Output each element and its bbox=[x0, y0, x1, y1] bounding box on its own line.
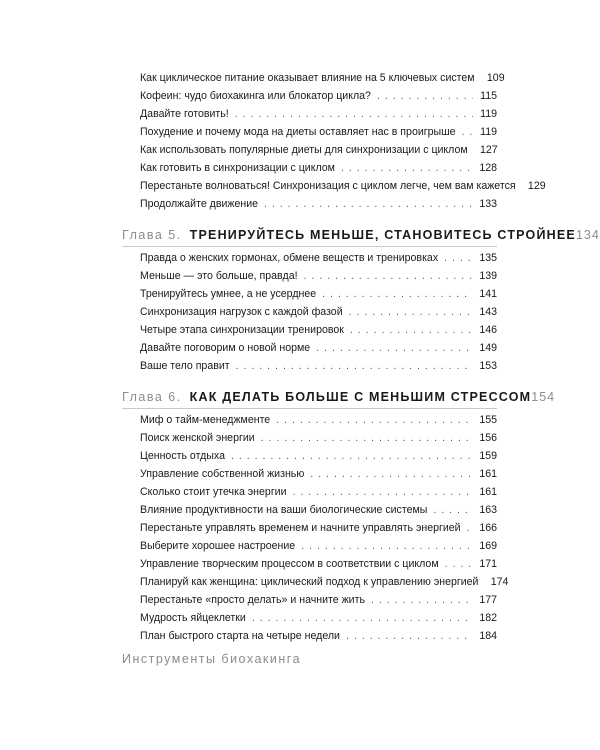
leader-dots bbox=[293, 486, 473, 498]
toc-entry-title: Перестаньте управлять временем и начните управлять энергией bbox=[140, 522, 461, 534]
toc-entry-title: Давайте поговорим о новой норме bbox=[140, 342, 311, 354]
leader-dots bbox=[462, 126, 473, 138]
toc-entry-page: 182 bbox=[479, 612, 497, 624]
toc-entry[interactable] bbox=[140, 342, 497, 354]
toc-entry[interactable] bbox=[140, 612, 497, 624]
leader-dots bbox=[377, 90, 473, 102]
leader-dots bbox=[252, 612, 473, 624]
toc-entry[interactable] bbox=[140, 144, 497, 156]
toc-entry-title: Ценность отдыха bbox=[140, 450, 225, 462]
chapter-rule bbox=[122, 408, 497, 409]
toc-entry[interactable] bbox=[140, 108, 497, 120]
leader-dots bbox=[341, 162, 473, 174]
toc-entry-page: 141 bbox=[479, 288, 497, 300]
leader-dots bbox=[371, 594, 473, 606]
toc-entry-page: 139 bbox=[479, 270, 497, 282]
toc-entry[interactable] bbox=[140, 630, 497, 642]
toc-entry[interactable] bbox=[140, 414, 497, 426]
toc-entry-page: 177 bbox=[479, 594, 497, 606]
toc-entry-title: Правда о женских гормонах, обмене веществ и тренировках bbox=[140, 252, 439, 264]
toc-entry[interactable] bbox=[140, 432, 497, 444]
toc-entry-page: 166 bbox=[479, 522, 497, 534]
toc-entry[interactable] bbox=[140, 252, 497, 264]
toc-entry-title: Влияние продуктивности на ваши биологические системы bbox=[140, 504, 428, 516]
toc-entry-title: Сколько стоит утечка энергии bbox=[140, 486, 287, 498]
toc-entry-page: 129 bbox=[527, 180, 546, 192]
toc-entry-page: 161 bbox=[479, 486, 497, 498]
toc-entry-page: 119 bbox=[480, 108, 497, 120]
chapter-page: 154 bbox=[531, 390, 556, 404]
toc-entry-title: Как цикличеcкое питание оказывает влияние на 5 ключевых систем bbox=[140, 72, 475, 84]
toc-entry[interactable] bbox=[140, 576, 509, 588]
leader-dots bbox=[350, 324, 473, 336]
leader-dots bbox=[444, 252, 473, 264]
leader-dots bbox=[445, 558, 473, 570]
toc-entry-title: Синхронизация нагрузок с каждой фазой bbox=[140, 306, 343, 318]
toc-entry[interactable] bbox=[140, 504, 497, 516]
leader-dots bbox=[236, 360, 473, 372]
chapter-title: ТРЕНИРУЙТЕСЬ МЕНЬШЕ, СТАНОВИТЕСЬ СТРОЙНЕЕ bbox=[189, 228, 576, 242]
toc-entry[interactable] bbox=[140, 522, 497, 534]
leader-dots bbox=[301, 540, 473, 552]
toc-entry-title: Планируй как женщина: циклический подход к управлению энергией bbox=[140, 576, 479, 588]
toc-entry[interactable] bbox=[140, 486, 497, 498]
toc-entry-title: Давайте готовить! bbox=[140, 108, 229, 120]
chapter-label: Глава 5. bbox=[122, 228, 182, 242]
leader-dots bbox=[276, 414, 473, 426]
toc-entry-title: Ваше тело правит bbox=[140, 360, 230, 372]
toc-entry[interactable] bbox=[140, 324, 497, 336]
chapter-heading-6[interactable] bbox=[122, 390, 556, 404]
leader-dots bbox=[235, 108, 473, 120]
chapter-rule bbox=[122, 246, 497, 247]
tools-section-title: Инструменты биохакинга bbox=[122, 652, 302, 666]
toc-entry-title: Перестаньте «просто делать» и начните жить bbox=[140, 594, 365, 606]
toc-entry-page: 119 bbox=[480, 126, 497, 138]
toc-entry-page: 184 bbox=[479, 630, 497, 642]
toc-entry-page: 161 bbox=[479, 468, 497, 480]
toc-entry-page: 155 bbox=[479, 414, 497, 426]
toc-entry-page: 115 bbox=[480, 90, 497, 102]
toc-entry-page: 156 bbox=[479, 432, 497, 444]
toc-entry-page: 163 bbox=[479, 504, 497, 516]
toc-entry-page: 127 bbox=[479, 144, 498, 156]
toc-entry-page: 153 bbox=[479, 360, 497, 372]
toc-entry[interactable] bbox=[140, 468, 497, 480]
toc-entry-title: Продолжайте движение bbox=[140, 198, 259, 210]
toc-entry-page: 149 bbox=[479, 342, 497, 354]
toc-entry-page: 169 bbox=[479, 540, 497, 552]
toc-entry[interactable] bbox=[140, 306, 497, 318]
leader-dots bbox=[231, 450, 473, 462]
toc-entry-title: Похудение и почему мода на диеты оставляет нас в проигрыше bbox=[140, 126, 456, 138]
toc-entry-page: 135 bbox=[479, 252, 497, 264]
toc-entry[interactable] bbox=[140, 450, 497, 462]
chapter-page: 134 bbox=[575, 228, 600, 242]
toc-entry-title: Миф о тайм-менеджменте bbox=[140, 414, 271, 426]
toc-entry-title: Поиск женской энергии bbox=[140, 432, 255, 444]
toc-entry[interactable] bbox=[140, 360, 497, 372]
toc-entry-title: Выберите хорошее настроение bbox=[140, 540, 296, 552]
toc-entry-title: Как готовить в синхронизации с циклом bbox=[140, 162, 335, 174]
leader-dots bbox=[310, 468, 473, 480]
toc-entry-page: 159 bbox=[479, 450, 497, 462]
toc-entry-title: Четыре этапа синхронизации тренировок bbox=[140, 324, 344, 336]
toc-entry-title: Перестаньте волноваться! Синхронизация с циклом легче, чем вам кажется bbox=[140, 180, 516, 192]
toc-entry-title: Тренируйтесь умнее, а не усерднее bbox=[140, 288, 317, 300]
toc-entry[interactable] bbox=[140, 90, 497, 102]
chapter-label: Глава 6. bbox=[122, 390, 182, 404]
chapter-title: КАК ДЕЛАТЬ БОЛЬШЕ С МЕНЬШИМ СТРЕССОМ bbox=[189, 390, 532, 404]
toc-entry-title: Управление собственной жизнью bbox=[140, 468, 305, 480]
leader-dots bbox=[349, 306, 473, 318]
leader-dots bbox=[261, 432, 473, 444]
toc-entry[interactable] bbox=[140, 198, 497, 210]
toc-entry[interactable] bbox=[140, 540, 497, 552]
toc-entry[interactable] bbox=[140, 594, 497, 606]
toc-entry-page: 171 bbox=[479, 558, 497, 570]
leader-dots bbox=[316, 342, 473, 354]
leader-dots bbox=[304, 270, 473, 282]
leader-dots bbox=[433, 504, 473, 516]
toc-entry-title: Кофеин: чудо биохакинга или блокатор цикла? bbox=[140, 90, 371, 102]
leader-dots bbox=[264, 198, 473, 210]
chapter-heading-5[interactable] bbox=[122, 228, 600, 242]
toc-entry-title: Мудрость яйцеклетки bbox=[140, 612, 246, 624]
toc-entry[interactable] bbox=[140, 270, 497, 282]
toc-entry-page: 109 bbox=[486, 72, 505, 84]
toc-entry[interactable] bbox=[140, 162, 497, 174]
toc-entry[interactable] bbox=[140, 126, 497, 138]
toc-entry-title: Управление творческим процессом в соответствии с циклом bbox=[140, 558, 439, 570]
toc-entry-page: 146 bbox=[479, 324, 497, 336]
toc-entry-page: 133 bbox=[479, 198, 497, 210]
toc-entry-title: План быстрого старта на четыре недели bbox=[140, 630, 340, 642]
leader-dots bbox=[346, 630, 473, 642]
toc-entry[interactable] bbox=[140, 180, 546, 192]
leader-dots bbox=[467, 522, 473, 534]
toc-entry[interactable] bbox=[140, 288, 497, 300]
toc-entry-page: 143 bbox=[479, 306, 497, 318]
toc-entry-page: 128 bbox=[479, 162, 497, 174]
toc-entry-title: Как использовать популярные диеты для синхронизации с циклом bbox=[140, 144, 468, 156]
toc-entry-page: 174 bbox=[490, 576, 509, 588]
toc-entry[interactable] bbox=[140, 558, 497, 570]
toc-entry[interactable] bbox=[140, 72, 505, 84]
leader-dots bbox=[322, 288, 473, 300]
toc-entry-title: Меньше — это больше, правда! bbox=[140, 270, 298, 282]
